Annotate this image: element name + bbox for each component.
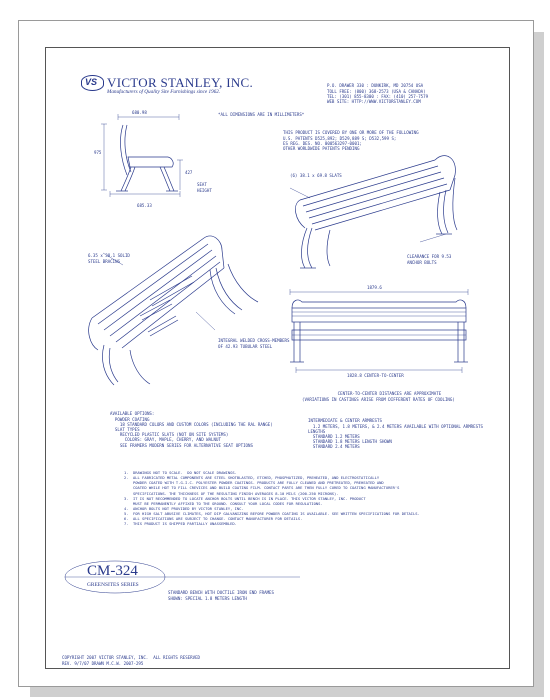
clearance-label: CLEARANCE FOR 9.53 ANCHOR BOLTS xyxy=(407,254,452,265)
dim-top-width: 680.98 xyxy=(132,110,147,115)
copyright: COPYRIGHT 2007 VICTOR STANLEY, INC. ALL RIGHTS RESERVED REV. 9/7/07 DRAWN M.C.W. 2007-295 xyxy=(62,655,201,666)
contact-block: P.O. DRAWER 330 : DUNKIRK, MD 20754 USA TOLL FREE: (800) 368-2573 (USA & CANADA) TEL: (301) 855-8300 : FAX: (410) 257-7579 WEB SITE: HTTP://WWW.VICTORSTANLEY.COM xyxy=(327,83,429,105)
side-view-drawing xyxy=(101,114,183,197)
isometric-view-drawing xyxy=(290,156,457,268)
front-elevation-drawing xyxy=(290,289,468,373)
dim-975: 975 xyxy=(94,150,102,155)
series-name: GREENSITES SERIES xyxy=(87,582,139,588)
vs-logo: VS xyxy=(81,75,104,91)
slats-label: (6) 38.1 x 69.8 SLATS xyxy=(290,173,342,178)
notes-list: 1. DRAWINGS NOT TO SCALE. DO NOT SCALE DRAWINGS. 2. ALL FABRICATED METAL COMPONENTS ARE STEEL SHOTBLASTED, ETCHED, PHOSPHATIZED, PREHEATED, AND ELECTROSTATICALLY POWDER COATED WITH T.G.I.C. POLYESTER POWDER COATINGS. PRODUCTS ARE FULLY CLEANED AND PRETREATED, PREHEATED AND COATED WHILE HOT TO FILL CREVICES AND BUILD COATING FILM. CONTACT PARTS ARE THEN FULLY CURED TO COATING MANUFACTURER'S SPECIFICATIONS. THE THICKNESS OF THE RESULTING FINISH AVERAGES 8-10 MILS (200-250 MICRONS). 3. IT IS NOT RECOMMENDED TO LOCATE ANCHOR BOLTS UNTIL BENCH IS IN PLACE. THIS VICTOR STANLEY, INC. PRODUCT MUST BE PERMANENTLY AFFIXED TO THE GROUND. CONSULT YOUR LOCAL CODES FOR REGULATIONS. 4. ANCHOR BOLTS NOT PROVIDED BY VICTOR STANLEY, INC. 5. FOR HIGH SALT ABUSIVE CLIMATES, HOT DIP GALVANIZING BEFORE POWDER COATING IS AVAILABLE. SEE WRITTEN SPECIFICATIONS FOR DETAILS. 6. ALL SPECIFICATIONS ARE SUBJECT TO CHANGE. CONTACT MANUFACTURER FOR DETAILS. 7. THIS PRODUCT IS SHIPPED PARTIALLY UNASSEMBLED. xyxy=(124,471,420,527)
company-name: VICTOR STANLEY, INC. xyxy=(107,75,254,90)
cross-members-label: INTEGRAL WELDED CROSS-MEMBERS OF 42.93 TUBULAR STEEL xyxy=(218,338,290,349)
underside-view-drawing xyxy=(89,236,258,385)
company-tagline: Manufacturers of Quality Site Furnishings since 1962. xyxy=(107,89,221,95)
patent-notice: THIS PRODUCT IS COVERED BY ONE OR MORE OF THE FOLLOWING U.S. PATENTS D525,892; D529,889 S; D532,599 S; ES REG. DES. NO. 000563297-0001; OTHER WORLDWIDE PATENTS PENDING xyxy=(283,130,419,152)
dim-427: 427 xyxy=(185,170,193,175)
product-description: STANDARD BENCH WITH DUCTILE IRON END FRAMES SHOWN: SPECIAL 1.8 METERS LENGTH xyxy=(168,590,274,601)
approx-note: CENTER-TO-CENTER DISTANCES ARE APPROXIMATE (VARIATIONS IN CASTINGS ARISE FROM DIFFERENT RATES OF COOLING) xyxy=(302,391,455,402)
options-right: INTERMEDIATE & CENTER ARMRESTS 1.2 METERS, 1.8 METERS, & 2.4 METERS AVAILABLE WITH OPTIONAL ARMRESTS LENGTHS STANDARD 1.2 METERS STANDARD 1.8 METERS LENGTH SHOWN STANDARD 2.4 METERS xyxy=(308,418,483,450)
dim-center-to-center: 1828.8 CENTER-TO-CENTER xyxy=(347,373,404,378)
dim-overall-length: 1879.6 xyxy=(367,285,382,290)
bracing-label: 6.35 x 38.1 SOLID STEEL BRACING xyxy=(88,253,130,264)
dimension-note: *ALL DIMENSIONS ARE IN MILLIMETERS* xyxy=(218,112,305,117)
model-number: CM-324 xyxy=(87,563,138,579)
options-left: AVAILABLE OPTIONS: POWDER COATING 18 STANDARD COLORS AND CUSTOM COLORS (INCLUDING THE RAL RANGE) SLAT TYPES RECYCLED PLASTIC SLATS (NOT ON SITE SYSTEMS) COLORS: GRAY, MAPLE, CHERRY, AND WALNUT SEE FRAMERS MODERN SERIES FOR ALTERNATIVE SEAT OPTIONS xyxy=(110,411,273,448)
seat-height-label: SEAT HEIGHT xyxy=(197,182,212,193)
dim-depth: 685.33 xyxy=(137,203,152,208)
title-block-emblem xyxy=(65,561,300,593)
